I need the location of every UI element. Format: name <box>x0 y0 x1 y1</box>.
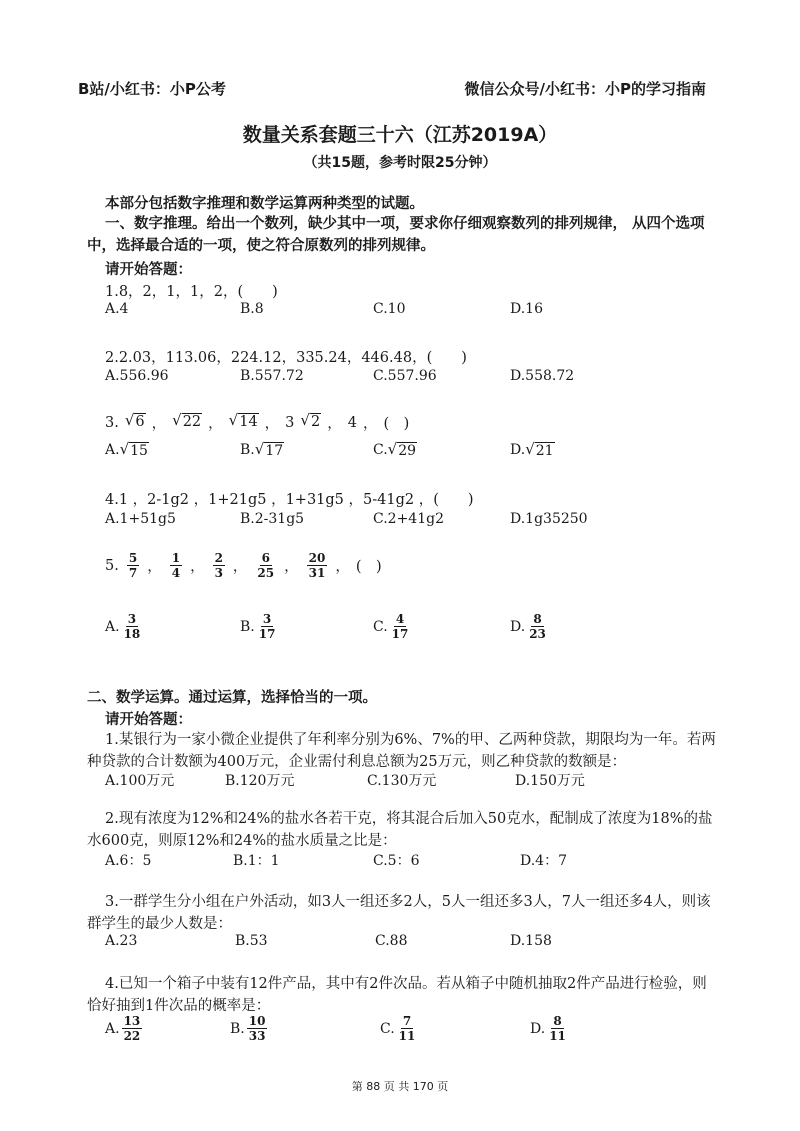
option-d: D.558.72 <box>510 368 575 384</box>
option-a: A.1+51g5 <box>105 511 176 527</box>
blank: ( ) <box>383 416 410 432</box>
option-d: D.4：7 <box>520 853 567 869</box>
fraction-term: $\frac{1}{4}$ <box>171 551 181 581</box>
fraction-term: $\frac{2}{3}$ <box>214 551 223 581</box>
sqrt-term: √ 22 <box>172 411 202 431</box>
option-d: D. √ 21 <box>510 440 554 459</box>
option-c: C. $\frac{4}{17}$ <box>373 612 409 642</box>
s1-q1-options <box>105 301 705 327</box>
section1-heading: 一、数字推理。给出一个数列，缺少其中一项，要求你仔细观察数列的排列规律， 从四个选项中，选择最合适的一项，使之符合原数列的排列规律。 <box>87 216 705 254</box>
option-a: A. $\frac{13}{22}$ <box>105 1014 141 1044</box>
option-c: C. √ 29 <box>373 440 417 459</box>
coefficient: 3 <box>285 414 295 431</box>
option-a: A.23 <box>105 933 138 949</box>
option-b: B.53 <box>235 933 268 949</box>
last-term: 4 <box>347 414 357 431</box>
option-c: C.88 <box>375 933 408 949</box>
option-a: A.100万元 <box>105 773 175 789</box>
question-number: 5. <box>105 557 119 574</box>
s2-q3-text: 3.一群学生分小组在户外活动，如3人一组还多2人，5人一组还多3人，7人一组还多4人，则该群学生的最少人数是： <box>87 894 711 932</box>
s1-q5-text: 5. $\frac{5}{7}$ ， $\frac{1}{4}$ ， $\frac{2}{3}$ ， $\frac{6}{25}$ ， $\frac{20}{31}$ ， ( ) <box>105 551 382 581</box>
s1-q4-text: 4.1 ，2-1g2 ，1+21g5 ，1+31g5 ，5-41g2 ，( ) <box>105 492 474 508</box>
header-right: 微信公众号/小红书：小P的学习指南 <box>464 80 706 98</box>
fraction-term: $\frac{6}{25}$ <box>257 551 275 581</box>
option-c: C.10 <box>373 301 406 317</box>
page-title: 数量关系套题三十六（江苏2019A） <box>242 124 558 146</box>
section2-start: 请开始答题： <box>105 712 192 728</box>
option-b: B.557.72 <box>240 368 304 384</box>
option-c: C.557.96 <box>373 368 437 384</box>
page-footer: 第 88 页 共 170 页 <box>351 1080 449 1093</box>
question-number: 3. <box>105 414 119 431</box>
option-a: A. $\frac{3}{18}$ <box>105 612 141 642</box>
option-d: D.150万元 <box>515 773 585 789</box>
option-d: D. $\frac{8}{23}$ <box>510 612 546 642</box>
s2-q1-text: 1.某银行为一家小微企业提供了年利率分别为6%、7%的甲、乙两种贷款，期限均为一年。若两种贷款的合计数额为400万元，企业需付利息总额为25万元，则乙种贷款的数额是： <box>87 732 716 770</box>
option-b: B. √ 17 <box>240 440 284 459</box>
s2-q2-text: 2.现有浓度为12%和24%的盐水各若干克，将其混合后加入50克水，配制成了浓度为18%的盐水600克，则原12%和24%的盐水质量之比是： <box>87 811 713 849</box>
section2-heading: 二、数学运算。通过运算，选择恰当的一项。 <box>87 690 377 706</box>
option-b: B.8 <box>240 301 264 317</box>
option-c: C.2+41g2 <box>373 511 444 527</box>
section1-start: 请开始答题： <box>105 262 192 278</box>
s2-q2-options <box>105 850 705 876</box>
sqrt-term: √ 2 <box>300 411 321 431</box>
option-b: B.2-31g5 <box>240 511 305 527</box>
s2-q3-options <box>105 933 705 959</box>
s1-q2-text: 2.2.03，113.06，224.12，335.24，446.48，( ) <box>105 350 467 366</box>
option-d: D.1g35250 <box>510 511 588 527</box>
option-d: D.158 <box>510 933 552 949</box>
option-c: C. $\frac{7}{11}$ <box>380 1014 416 1044</box>
option-b: B. $\frac{3}{17}$ <box>240 612 276 642</box>
option-a: A. √ 15 <box>105 440 148 459</box>
option-c: C.130万元 <box>367 773 437 789</box>
fraction-term: $\frac{20}{31}$ <box>308 551 326 581</box>
s1-q3-text: 3. √ 6 ， √ 22 ， √ 14 ， 3 √ 2 ， 4 ， ( ) <box>105 411 410 432</box>
page-subtitle: （共15题，参考时限25分钟） <box>303 155 497 171</box>
s1-q3-options <box>105 442 705 468</box>
s2-q4-options <box>105 1014 705 1054</box>
s2-q1-options <box>105 770 705 796</box>
option-b: B. $\frac{10}{33}$ <box>230 1014 266 1044</box>
blank: ( ) <box>355 559 382 576</box>
sqrt-term: √ 14 <box>228 411 258 431</box>
header-left: B站/小红书：小P公考 <box>78 80 226 98</box>
fraction-term: $\frac{5}{7}$ <box>128 551 138 581</box>
option-d: D.16 <box>510 301 543 317</box>
option-d: D. $\frac{8}{11}$ <box>530 1014 566 1044</box>
intro-text: 本部分包括数字推理和数学运算两种类型的试题。 <box>105 196 424 212</box>
s1-q4-options <box>105 511 705 537</box>
option-a: A.6：5 <box>105 853 152 869</box>
option-b: B.120万元 <box>225 773 295 789</box>
option-a: A.4 <box>105 301 129 317</box>
option-c: C.5：6 <box>373 853 420 869</box>
sqrt-term: √ 6 <box>124 411 145 431</box>
s1-q2-options <box>105 368 705 394</box>
s1-q1-text: 1.8，2，1，1，2，( ) <box>105 284 278 300</box>
option-a: A.556.96 <box>105 368 169 384</box>
s1-q5-options <box>105 612 705 652</box>
s2-q4-text: 4.已知一个箱子中装有12件产品，其中有2件次品。若从箱子中随机抽取2件产品进行检验，则恰好抽到1件次品的概率是： <box>87 976 707 1014</box>
option-b: B.1：1 <box>233 853 280 869</box>
